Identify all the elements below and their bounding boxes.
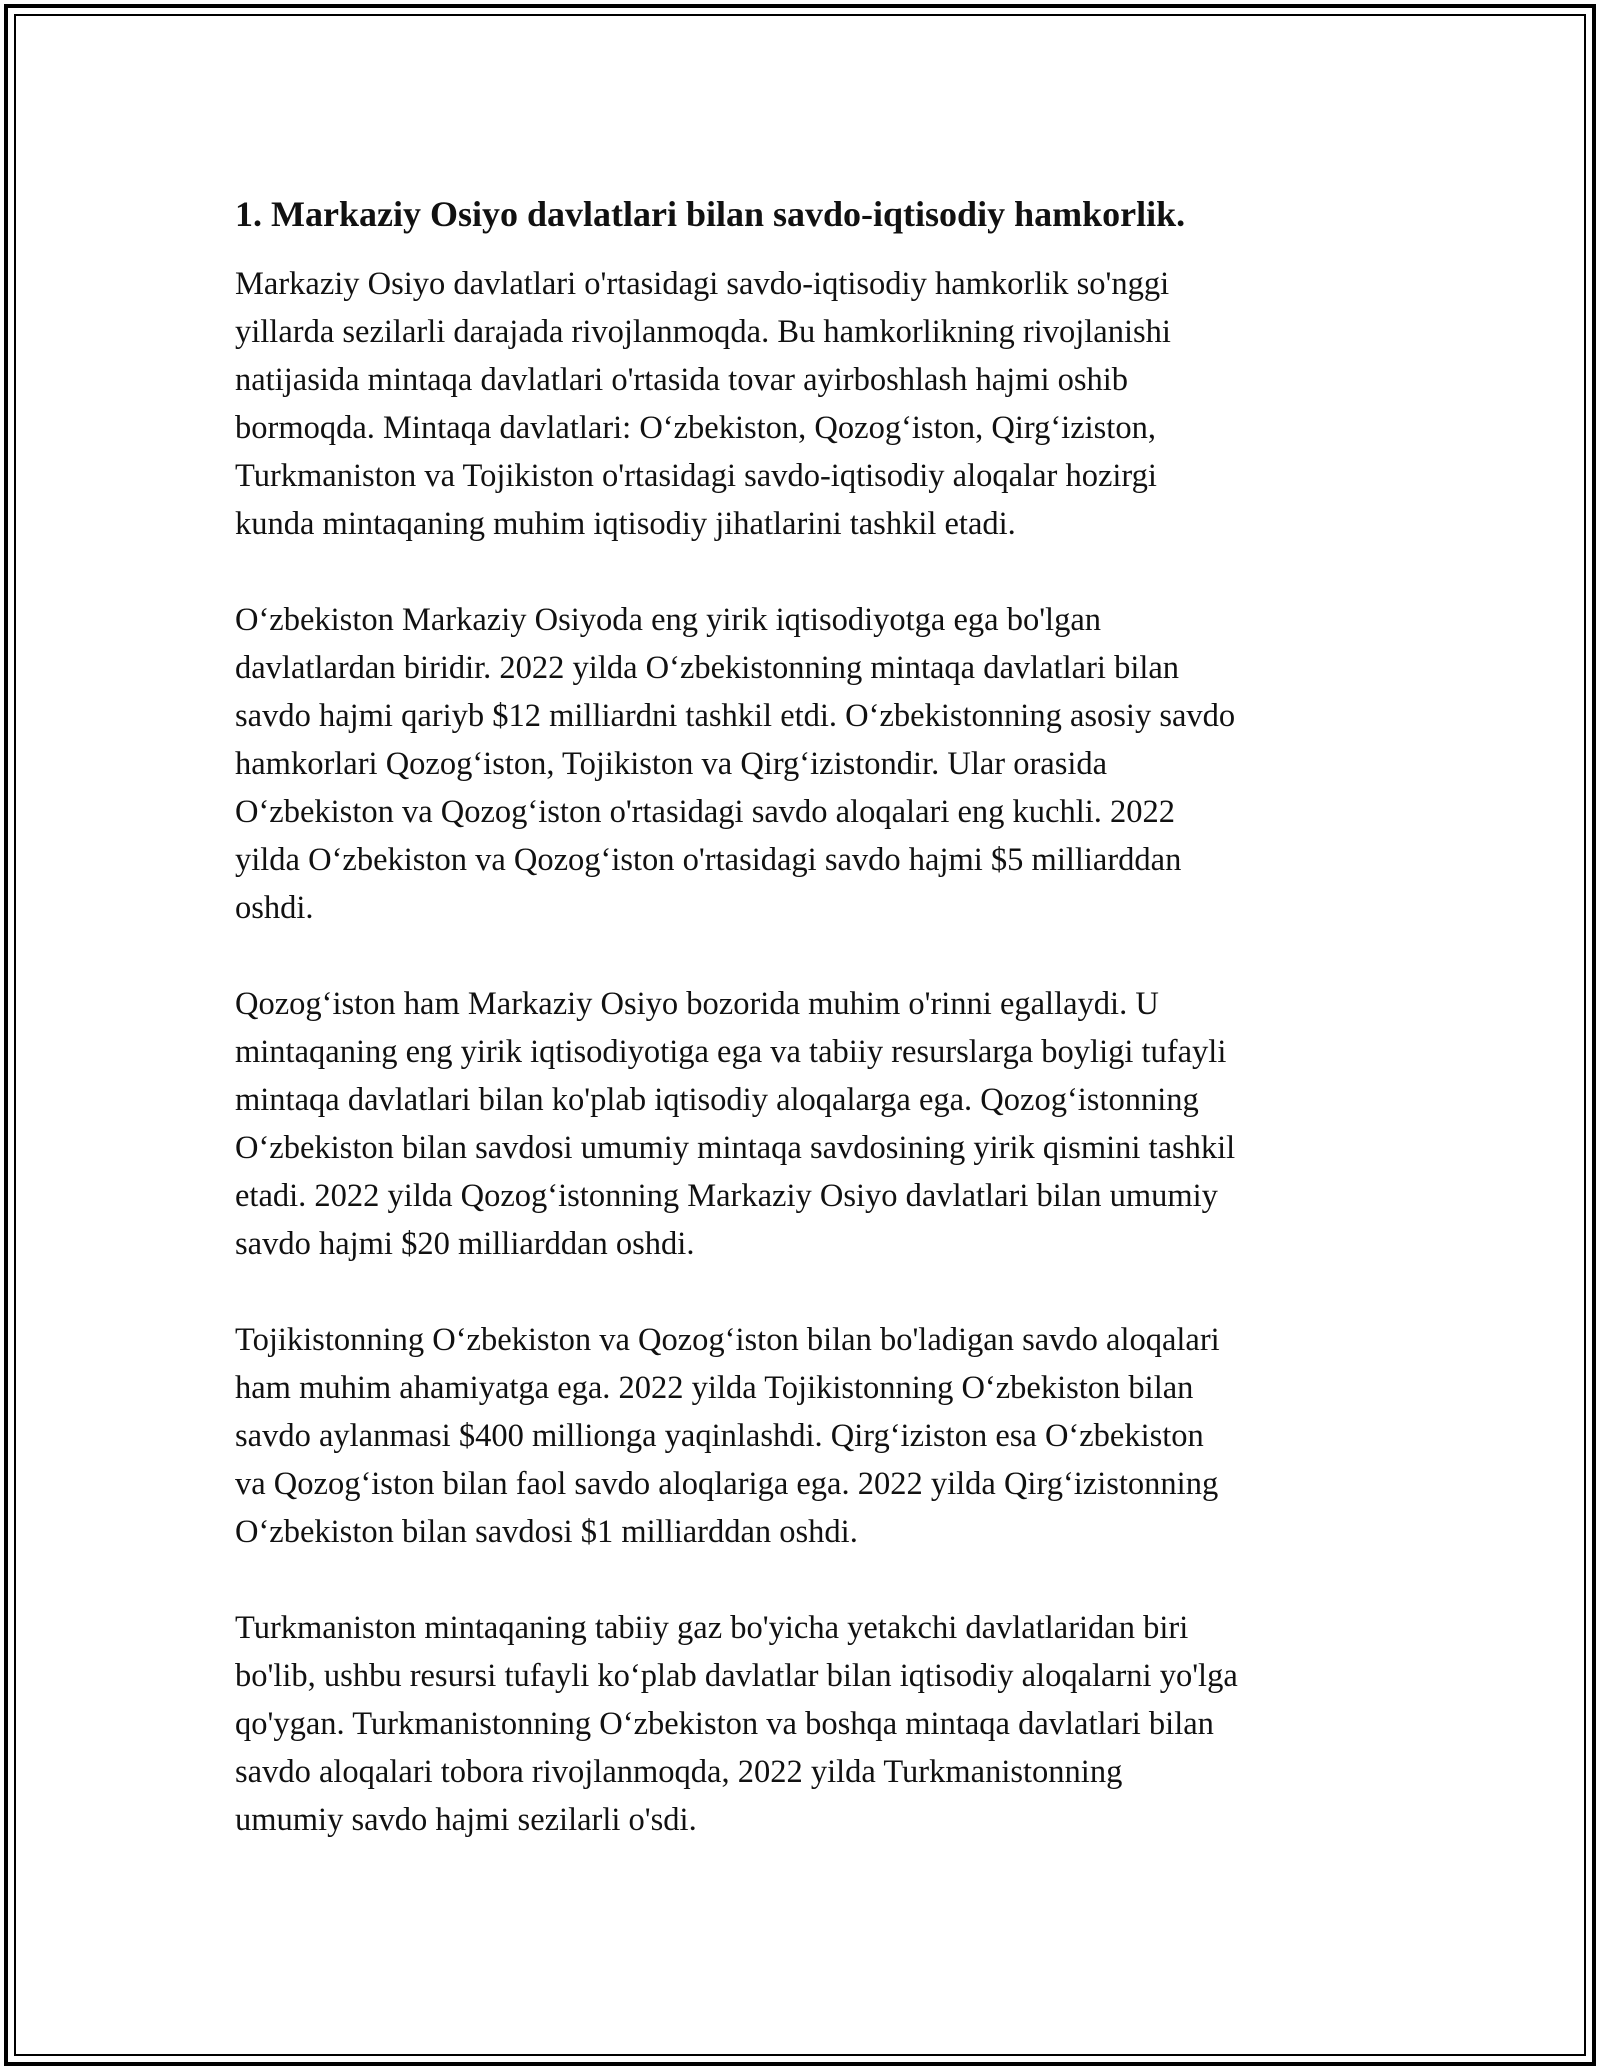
paragraph-regional-cooperation: Markaziy Osiyo davlatlari o'rtasidagi savdo-iqtisodiy hamkorlik so'nggi yillarda sezilarli darajada rivojlanmoqda. Bu hamkorlikning rivojlanishi natijasida mintaqa davlatlari o'rtasida tovar ayirboshlash hajmi oshib bormoqda. Mintaqa davlatlari: O‘zbekiston, Qozog‘iston, Qirg‘iziston, Turkmaniston va Tojikiston o'rtasidagi savdo-iqtisodiy aloqalar hozirgi kunda mintaqaning muhim iqtisodiy jihatlarini tashkil etadi. (235, 266, 1171, 542)
paragraph-tajikistan-kyrgyzstan: Tojikistonning O‘zbekiston va Qozog‘iston bilan bo'ladigan savdo aloqalari ham muhim ahamiyatga ega. 2022 yilda Tojikistonning O‘zbekiston bilan savdo aylanmasi $400 millionga yaqinlashdi. Qirg‘iziston esa O‘zbekiston va Qozog‘iston bilan faol savdo aloqlariga ega. 2022 yilda Qirg‘izistonning O‘zbekiston bilan savdosi $1 milliarddan oshdi. (235, 1322, 1220, 1550)
paragraph-turkmenistan: Turkmaniston mintaqaning tabiiy gaz bo'yicha yetakchi davlatlaridan biri bo'lib, ushbu resursi tufayli ko‘plab davlatlar bilan iqtisodiy aloqalarni yo'lga qo'ygan. Turkmanistonning O‘zbekiston va boshqa mintaqa davlatlari bilan savdo aloqalari tobora rivojlanmoqda, 2022 yilda Turkmanistonning umumiy savdo hajmi sezilarli o'sdi. (235, 1610, 1238, 1838)
section-heading: 1. Markaziy Osiyo davlatlari bilan savdo-iqtisodiy hamkorlik. (235, 194, 1186, 234)
paragraph-kazakhstan: Qozog‘iston ham Markaziy Osiyo bozorida muhim o'rinni egallaydi. U mintaqaning eng yirik iqtisodiyotiga ega va tabiiy resurslarga boyligi tufayli mintaqa davlatlari bilan ko'plab iqtisodiy aloqalarga ega. Qozog‘istonning O‘zbekiston bilan savdosi umumiy mintaqa savdosining yirik qismini tashkil etadi. 2022 yilda Qozog‘istonning Markaziy Osiyo davlatlari bilan umumiy savdo hajmi $20 milliarddan oshdi. (235, 986, 1236, 1262)
document-body (235, 190, 1380, 1892)
paragraph-uzbekistan: O‘zbekiston Markaziy Osiyoda eng yirik iqtisodiyotga ega bo'lgan davlatlardan biridir. 2022 yilda O‘zbekistonning mintaqa davlatlari bilan savdo hajmi qariyb $12 milliardni tashkil etdi. O‘zbekistonning asosiy savdo hamkorlari Qozog‘iston, Tojikiston va Qirg‘izistondir. Ular orasida O‘zbekiston va Qozog‘iston o'rtasidagi savdo aloqalari eng kuchli. 2022 yilda O‘zbekiston va Qozog‘iston o'rtasidagi savdo hajmi $5 milliarddan oshdi. (235, 602, 1236, 926)
